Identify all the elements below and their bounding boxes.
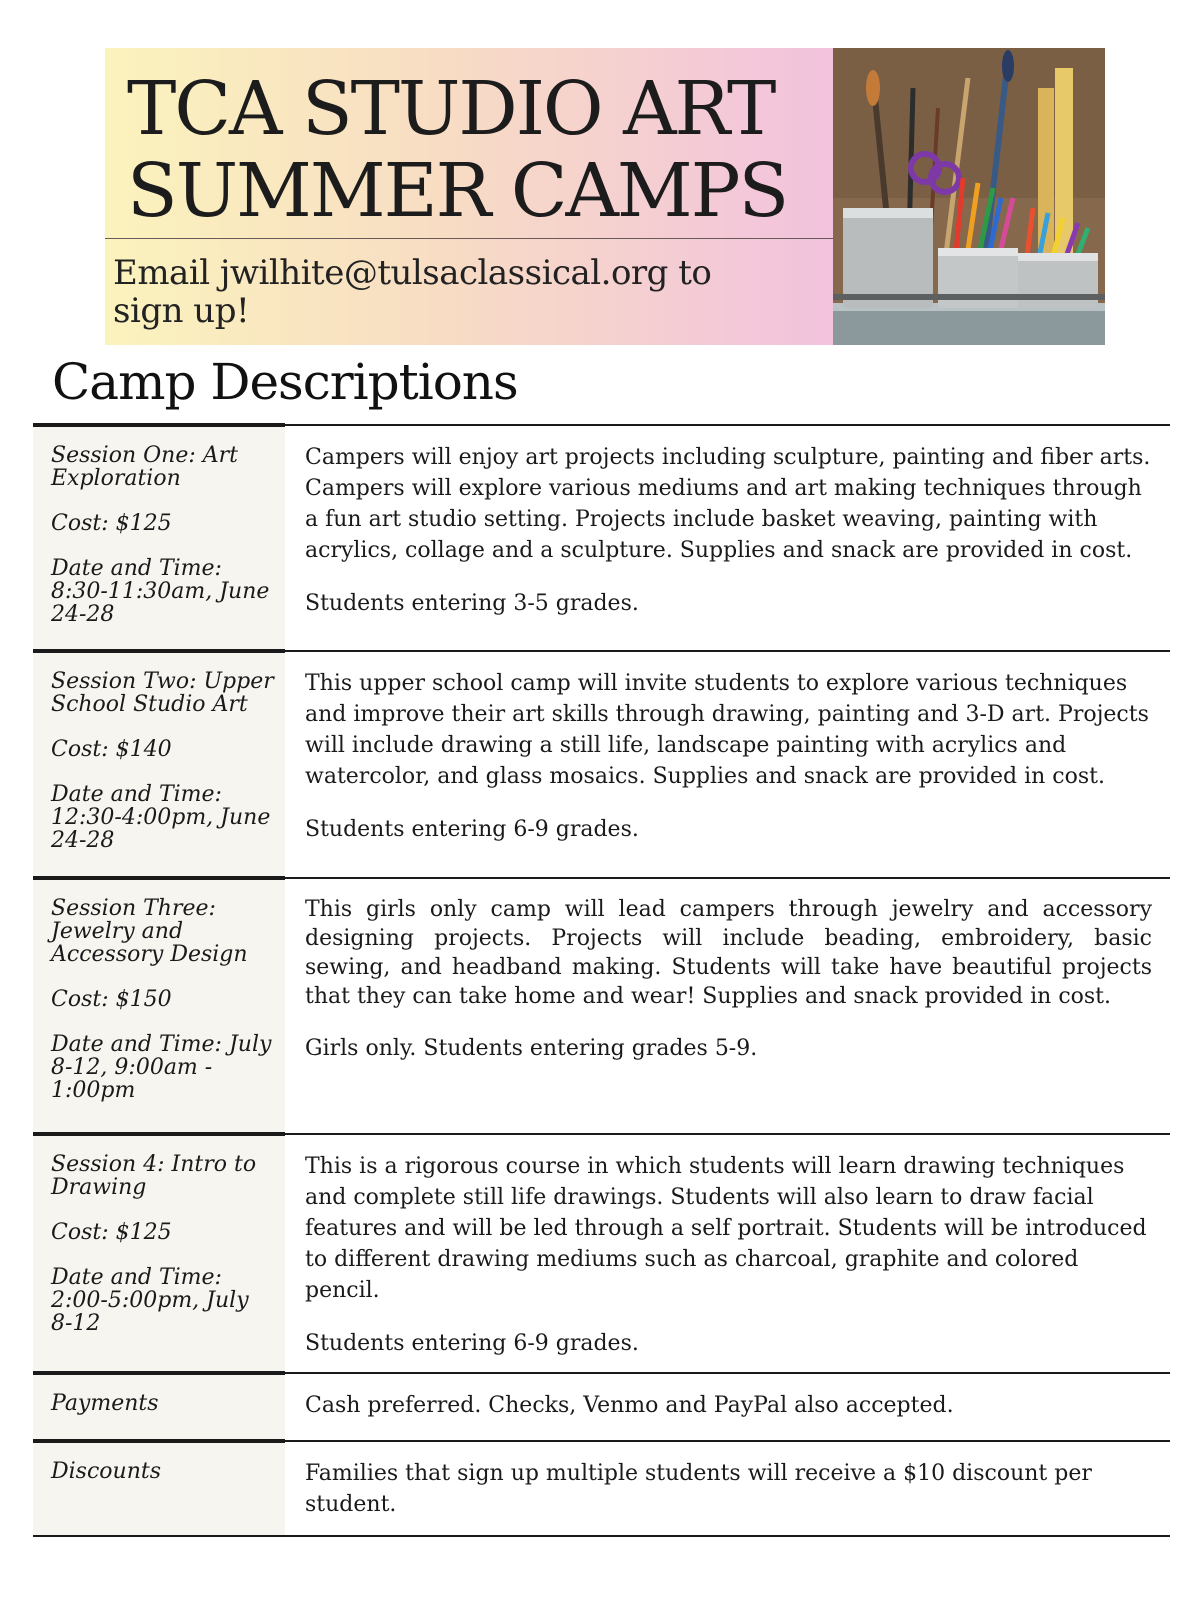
discounts-text: Families that sign up multiple students will receive a $10 discount per student. <box>305 1461 1092 1517</box>
session-datetime: Date and Time: 12:30-4:00pm, June 24-28 <box>51 782 271 853</box>
discounts-text-cell <box>285 1442 1170 1535</box>
art-supplies-photo <box>833 48 1105 345</box>
banner-text-panel <box>105 48 833 345</box>
session-description-cell <box>285 879 1170 1133</box>
payments-text: Cash preferred. Checks, Venmo and PayPal also accepted. <box>305 1393 954 1418</box>
session-cost: Cost: $125 <box>51 511 172 536</box>
discounts-row <box>33 1440 1170 1537</box>
session-row <box>33 424 1170 650</box>
session-grades: Students entering 6-9 grades. <box>305 817 639 842</box>
session-name: Session One: Art Exploration <box>51 443 238 491</box>
session-details <box>33 426 285 650</box>
payments-label: Payments <box>51 1391 159 1416</box>
payments-label-cell <box>33 1374 285 1440</box>
session-description: This girls only camp will lead campers through jewelry and accessory designing projects. Projects will include beading, embroidery, basic sewing, and headband making. Students will take have beautiful projects that they can take home and wear! Supplies and snack provided in cost. <box>305 897 1152 1009</box>
banner-title-line-1: TCA STUDIO ART <box>127 66 775 152</box>
session-datetime: Date and Time: 2:00-5:00pm, July 8-12 <box>51 1265 249 1336</box>
signup-email-line-1: Email jwilhite@tulsaclassical.org to <box>113 253 712 293</box>
banner-title <box>127 68 787 232</box>
discounts-label: Discounts <box>51 1459 161 1484</box>
payments-text-cell <box>285 1374 1170 1440</box>
session-datetime: Date and Time: 8:30-11:30am, June 24-28 <box>51 556 270 627</box>
session-description-cell <box>285 426 1170 650</box>
page-title: Camp Descriptions <box>52 353 518 411</box>
session-details <box>33 1135 285 1372</box>
session-description: This upper school camp will invite students to explore various techniques and improve their art skills through drawing, painting and 3-D art. Projects will include drawing a still life, landscape painting with acrylics and watercolor, and glass mosaics. Supplies and snack are provided in cost. <box>305 671 1149 789</box>
art-supplies-illustration <box>833 48 1105 345</box>
session-row <box>33 650 1170 877</box>
session-cost: Cost: $150 <box>51 987 172 1012</box>
session-description-cell <box>285 1135 1170 1372</box>
banner-title-line-2: SUMMER CAMPS <box>127 148 788 234</box>
session-row <box>33 1133 1170 1372</box>
session-description: Campers will enjoy art projects including sculpture, painting and fiber arts. Campers will explore various mediums and art making techniques through a fun art studio setting. Projects include basket weaving, painting with acrylics, collage and a sculpture. Supplies and snack are provided in cost. <box>305 445 1151 563</box>
payments-row <box>33 1372 1170 1440</box>
banner-divider <box>105 238 833 239</box>
session-grades: Girls only. Students entering grades 5-9. <box>305 1036 758 1061</box>
session-datetime: Date and Time: July 8-12, 9:00am - 1:00pm <box>51 1032 272 1103</box>
session-grades: Students entering 3-5 grades. <box>305 591 639 616</box>
session-name: Session Three: Jewelry and Accessory Design <box>51 896 248 967</box>
session-details <box>33 652 285 877</box>
session-cost: Cost: $140 <box>51 737 172 762</box>
session-name: Session Two: Upper School Studio Art <box>51 669 274 717</box>
header-banner <box>105 48 1105 345</box>
session-details <box>33 879 285 1133</box>
signup-email-line-2: sign up! <box>113 291 250 331</box>
session-description: This is a rigorous course in which students will learn drawing techniques and complete still life drawings. Students will also learn to draw facial features and will be led through a self portrait. Students will be introduced to different drawing mediums such as charcoal, graphite and colored pencil. <box>305 1154 1147 1303</box>
session-cost: Cost: $125 <box>51 1220 172 1245</box>
session-description-cell <box>285 652 1170 877</box>
session-grades: Students entering 6-9 grades. <box>305 1331 639 1356</box>
session-name: Session 4: Intro to Drawing <box>51 1152 257 1200</box>
session-row <box>33 877 1170 1133</box>
camp-descriptions-table <box>33 424 1170 1537</box>
signup-email-text <box>113 254 711 330</box>
discounts-label-cell <box>33 1442 285 1535</box>
